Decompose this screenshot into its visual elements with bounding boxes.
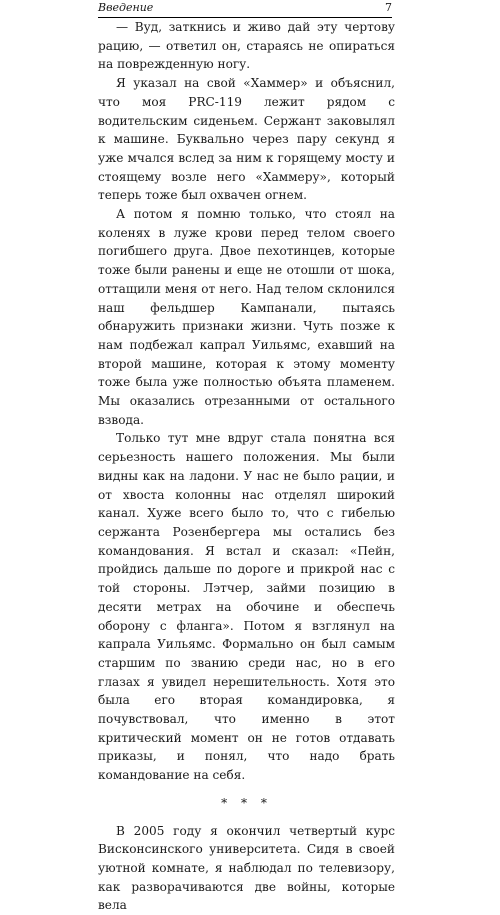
- running-header: [98, 0, 392, 18]
- paragraph: В 2005 году я окончил четвертый курс Висконсинского университета. Сидя в своей уютной комнате, я наблюдал по телевизору, как разворачиваются две войны, которые вела: [98, 823, 395, 913]
- paragraph: — Вуд, заткнись и живо дай эту чертову рацию, — ответил он, стараясь не опираться на поврежденную ногу.: [98, 20, 395, 72]
- page-body: [98, 18, 395, 915]
- paragraph: Я указал на свой «Хаммер» и объяснил, что моя PRC-119 лежит рядом с водительским сиденьем. Сержант заковылял к машине. Буквально через пару секунд я уже мчался вслед за ним к горящему мосту и стоящему возле него «Хаммеру», который теперь тоже был охвачен огнем.: [98, 76, 395, 203]
- paragraph: Только тут мне вдруг стала понятна вся серьезность нашего положения. Мы были видны как на ладони. У нас не было рации, и от хвоста колонны нас отделял широкий канал. Хуже всего было то, что с гибелью сержанта Розенбергера мы остались без командования. Я встал и сказал: «Пейн, пройдись дальше по дороге и прикрой нас с той стороны. Лэтчер, займи позицию в десяти метрах на обочине и обеспечь оборону с фланга». Потом я взглянул на капрала Уильямс. Формально он был самым старшим по званию среди нас, но в его глазах я увидел нерешительность. Хотя это была его вторая командировка, я почувствовал, что именно в этот критический момент он не готов отдавать приказы, и понял, что надо брать командование на себя.: [98, 431, 395, 783]
- paragraph: А потом я помню только, что стоял на коленях в луже крови перед телом своего погибшего друга. Двое пехотинцев, которые тоже были ранены и еще не отошли от шока, оттащили меня от него. Над телом склонился наш фельдшер Кампанали, пытаясь обнаружить признаки жизни. Чуть позже к нам подбежал капрал Уильямс, ехавший на второй машине, которая к этому моменту тоже была уже полностью объята пламенем. Мы оказались отрезанными от остального взвода.: [98, 207, 395, 427]
- section-title: Введение: [98, 1, 154, 14]
- section-separator: * * *: [221, 795, 272, 810]
- page-number: 7: [385, 1, 392, 14]
